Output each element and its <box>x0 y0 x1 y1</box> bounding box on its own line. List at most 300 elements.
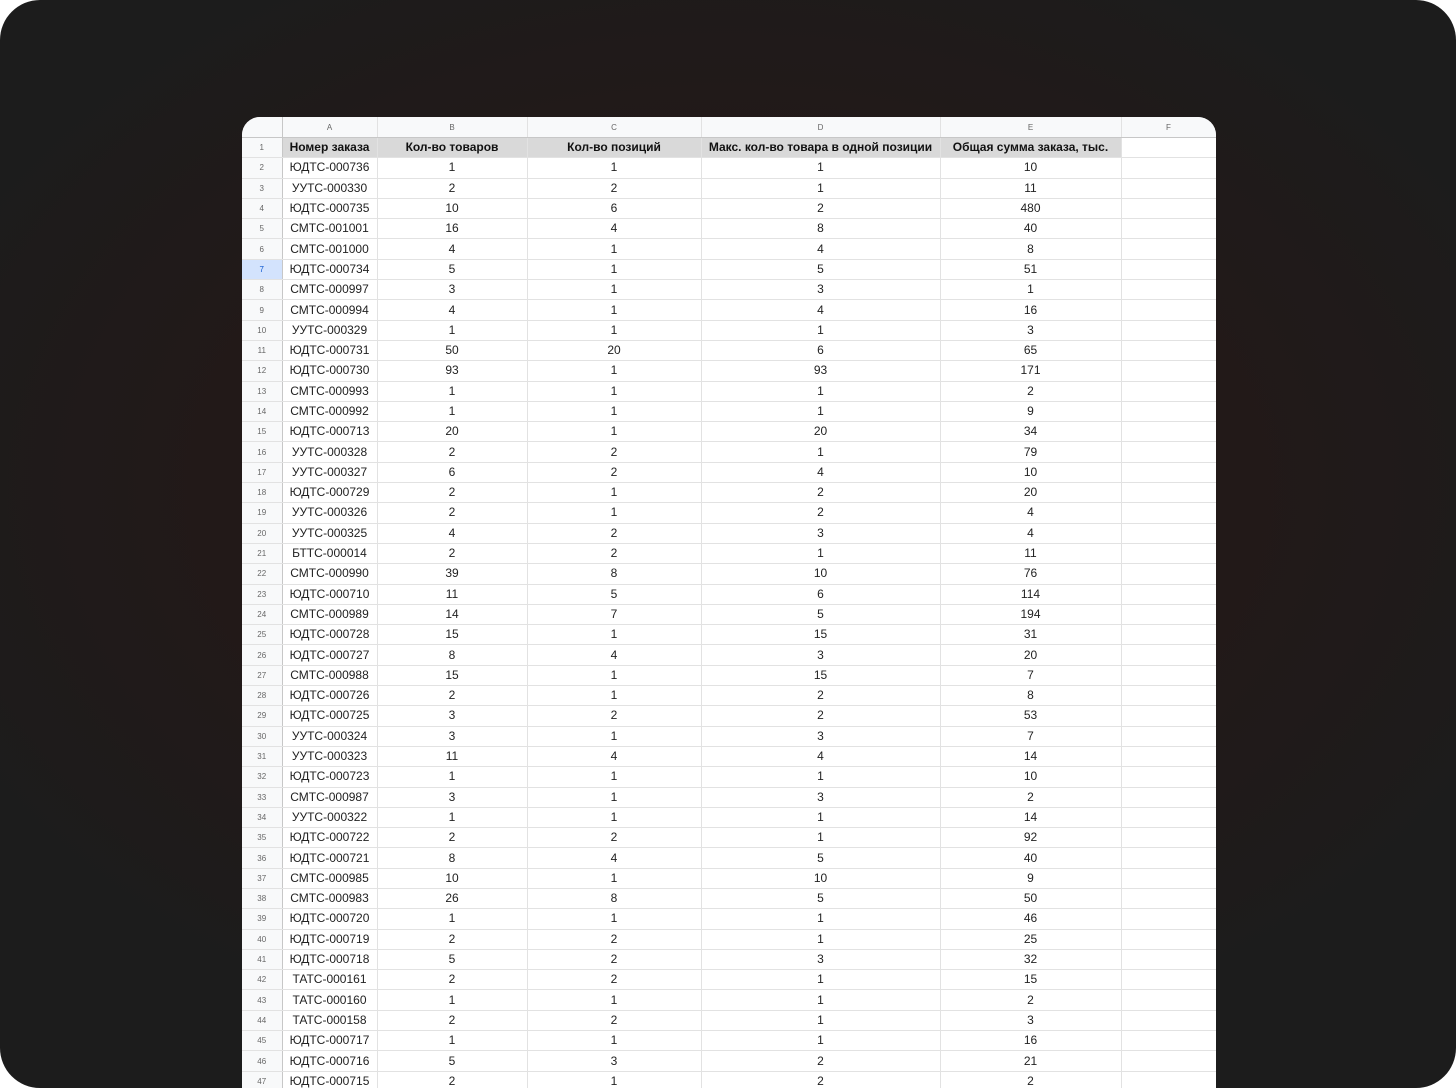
cell-item-count[interactable]: 2 <box>377 970 527 990</box>
cell-order-number[interactable]: ТАТС-000160 <box>282 990 377 1010</box>
row-number[interactable]: 34 <box>242 807 282 827</box>
cell-order-total[interactable]: 2 <box>940 990 1121 1010</box>
cell-order-total[interactable]: 16 <box>940 300 1121 320</box>
cell-empty[interactable] <box>1121 604 1216 624</box>
cell-order-total[interactable]: 3 <box>940 1010 1121 1030</box>
cell-order-number[interactable]: СМТС-000985 <box>282 868 377 888</box>
cell-item-count[interactable]: 50 <box>377 340 527 360</box>
cell-max-per-position[interactable]: 1 <box>701 1010 940 1030</box>
cell-order-total[interactable]: 16 <box>940 1031 1121 1051</box>
cell-order-number[interactable]: СМТС-000988 <box>282 665 377 685</box>
row-number[interactable]: 18 <box>242 483 282 503</box>
cell-position-count[interactable]: 1 <box>527 259 701 279</box>
cell-max-per-position[interactable]: 10 <box>701 564 940 584</box>
cell-empty[interactable] <box>1121 767 1216 787</box>
cell-max-per-position[interactable]: 15 <box>701 625 940 645</box>
cell-order-number[interactable]: ЮДТС-000728 <box>282 625 377 645</box>
cell-item-count[interactable]: 6 <box>377 462 527 482</box>
cell-max-per-position[interactable]: 6 <box>701 584 940 604</box>
cell-position-count[interactable]: 1 <box>527 320 701 340</box>
header-max-per-position[interactable]: Макс. кол-во товара в одной позиции <box>701 138 940 158</box>
cell-position-count[interactable]: 3 <box>527 1051 701 1071</box>
cell-item-count[interactable]: 15 <box>377 665 527 685</box>
cell-order-total[interactable]: 65 <box>940 340 1121 360</box>
row-number[interactable]: 45 <box>242 1031 282 1051</box>
cell-order-total[interactable]: 2 <box>940 1071 1121 1088</box>
cell-max-per-position[interactable]: 1 <box>701 442 940 462</box>
cell-order-total[interactable]: 11 <box>940 543 1121 563</box>
cell-order-total[interactable]: 4 <box>940 523 1121 543</box>
cell-item-count[interactable]: 1 <box>377 401 527 421</box>
row-number[interactable]: 17 <box>242 462 282 482</box>
cell-empty[interactable] <box>1121 1051 1216 1071</box>
cell-empty[interactable] <box>1121 422 1216 442</box>
cell-order-number[interactable]: ЮДТС-000736 <box>282 158 377 178</box>
row-number[interactable]: 27 <box>242 665 282 685</box>
cell-order-total[interactable]: 114 <box>940 584 1121 604</box>
cell-max-per-position[interactable]: 10 <box>701 868 940 888</box>
cell-empty[interactable] <box>1121 483 1216 503</box>
cell-item-count[interactable]: 11 <box>377 746 527 766</box>
cell-order-total[interactable]: 11 <box>940 178 1121 198</box>
cell-order-number[interactable]: УУТС-000330 <box>282 178 377 198</box>
row-number[interactable]: 13 <box>242 381 282 401</box>
cell-item-count[interactable]: 2 <box>377 1071 527 1088</box>
cell-empty[interactable] <box>1121 746 1216 766</box>
row-number[interactable]: 1 <box>242 138 282 158</box>
cell-empty[interactable] <box>1121 929 1216 949</box>
cell-max-per-position[interactable]: 1 <box>701 767 940 787</box>
cell-item-count[interactable]: 2 <box>377 503 527 523</box>
cell-order-number[interactable]: ЮДТС-000730 <box>282 361 377 381</box>
cell-order-number[interactable]: СМТС-000987 <box>282 787 377 807</box>
cell-item-count[interactable]: 2 <box>377 828 527 848</box>
cell-order-total[interactable]: 21 <box>940 1051 1121 1071</box>
row-number[interactable]: 3 <box>242 178 282 198</box>
cell-position-count[interactable]: 2 <box>527 442 701 462</box>
row-number[interactable]: 31 <box>242 746 282 766</box>
cell-item-count[interactable]: 14 <box>377 604 527 624</box>
column-header-c[interactable]: C <box>527 117 701 138</box>
cell-max-per-position[interactable]: 1 <box>701 929 940 949</box>
row-number[interactable]: 10 <box>242 320 282 340</box>
cell-max-per-position[interactable]: 1 <box>701 381 940 401</box>
row-number[interactable]: 4 <box>242 198 282 218</box>
cell-item-count[interactable]: 2 <box>377 1010 527 1030</box>
cell-order-number[interactable]: СМТС-000983 <box>282 888 377 908</box>
cell-position-count[interactable]: 1 <box>527 422 701 442</box>
row-number[interactable]: 42 <box>242 970 282 990</box>
row-number[interactable]: 43 <box>242 990 282 1010</box>
cell-item-count[interactable]: 1 <box>377 767 527 787</box>
cell-position-count[interactable]: 1 <box>527 361 701 381</box>
cell-max-per-position[interactable]: 3 <box>701 726 940 746</box>
cell-max-per-position[interactable]: 20 <box>701 422 940 442</box>
cell-empty[interactable] <box>1121 1031 1216 1051</box>
cell-order-total[interactable]: 10 <box>940 158 1121 178</box>
cell-order-total[interactable]: 2 <box>940 381 1121 401</box>
cell-empty[interactable] <box>1121 949 1216 969</box>
row-number[interactable]: 24 <box>242 604 282 624</box>
cell-item-count[interactable]: 15 <box>377 625 527 645</box>
cell-order-number[interactable]: ЮДТС-000715 <box>282 1071 377 1088</box>
cell-order-number[interactable]: ЮДТС-000718 <box>282 949 377 969</box>
row-number[interactable]: 38 <box>242 888 282 908</box>
header-order-total[interactable]: Общая сумма заказа, тыс. <box>940 138 1121 158</box>
cell-position-count[interactable]: 1 <box>527 381 701 401</box>
cell-item-count[interactable]: 3 <box>377 787 527 807</box>
cell-item-count[interactable]: 3 <box>377 280 527 300</box>
cell-order-number[interactable]: СМТС-000989 <box>282 604 377 624</box>
row-number[interactable]: 33 <box>242 787 282 807</box>
cell-order-number[interactable]: УУТС-000326 <box>282 503 377 523</box>
cell-position-count[interactable]: 1 <box>527 726 701 746</box>
cell-position-count[interactable]: 2 <box>527 828 701 848</box>
row-number[interactable]: 21 <box>242 543 282 563</box>
cell-max-per-position[interactable]: 8 <box>701 219 940 239</box>
header-empty-cell[interactable] <box>1121 138 1216 158</box>
cell-order-total[interactable]: 76 <box>940 564 1121 584</box>
cell-order-number[interactable]: БТТС-000014 <box>282 543 377 563</box>
column-header-d[interactable]: D <box>701 117 940 138</box>
cell-order-total[interactable]: 14 <box>940 746 1121 766</box>
cell-order-total[interactable]: 32 <box>940 949 1121 969</box>
cell-order-total[interactable]: 9 <box>940 401 1121 421</box>
row-number[interactable]: 16 <box>242 442 282 462</box>
row-number[interactable]: 40 <box>242 929 282 949</box>
cell-empty[interactable] <box>1121 584 1216 604</box>
cell-empty[interactable] <box>1121 442 1216 462</box>
header-order-number[interactable]: Номер заказа <box>282 138 377 158</box>
cell-position-count[interactable]: 4 <box>527 746 701 766</box>
cell-order-total[interactable]: 194 <box>940 604 1121 624</box>
column-header-b[interactable]: B <box>377 117 527 138</box>
row-number[interactable]: 47 <box>242 1071 282 1088</box>
cell-max-per-position[interactable]: 3 <box>701 787 940 807</box>
cell-position-count[interactable]: 20 <box>527 340 701 360</box>
cell-position-count[interactable]: 1 <box>527 686 701 706</box>
cell-item-count[interactable]: 1 <box>377 807 527 827</box>
cell-empty[interactable] <box>1121 848 1216 868</box>
cell-order-total[interactable]: 480 <box>940 198 1121 218</box>
cell-item-count[interactable]: 2 <box>377 929 527 949</box>
cell-order-number[interactable]: ЮДТС-000713 <box>282 422 377 442</box>
cell-item-count[interactable]: 1 <box>377 1031 527 1051</box>
cell-max-per-position[interactable]: 5 <box>701 259 940 279</box>
cell-order-number[interactable]: СМТС-001000 <box>282 239 377 259</box>
cell-order-total[interactable]: 40 <box>940 219 1121 239</box>
row-number[interactable]: 29 <box>242 706 282 726</box>
cell-empty[interactable] <box>1121 868 1216 888</box>
cell-item-count[interactable]: 2 <box>377 686 527 706</box>
cell-order-number[interactable]: ЮДТС-000720 <box>282 909 377 929</box>
cell-order-total[interactable]: 4 <box>940 503 1121 523</box>
cell-max-per-position[interactable]: 1 <box>701 828 940 848</box>
cell-position-count[interactable]: 1 <box>527 1071 701 1088</box>
cell-position-count[interactable]: 4 <box>527 645 701 665</box>
cell-empty[interactable] <box>1121 686 1216 706</box>
cell-order-total[interactable]: 10 <box>940 462 1121 482</box>
cell-order-number[interactable]: ЮДТС-000725 <box>282 706 377 726</box>
cell-item-count[interactable]: 39 <box>377 564 527 584</box>
cell-order-total[interactable]: 8 <box>940 239 1121 259</box>
cell-order-number[interactable]: СМТС-000992 <box>282 401 377 421</box>
cell-empty[interactable] <box>1121 543 1216 563</box>
cell-max-per-position[interactable]: 1 <box>701 178 940 198</box>
cell-order-total[interactable]: 9 <box>940 868 1121 888</box>
column-header-a[interactable]: A <box>282 117 377 138</box>
cell-order-number[interactable]: ЮДТС-000731 <box>282 340 377 360</box>
cell-order-total[interactable]: 20 <box>940 483 1121 503</box>
cell-max-per-position[interactable]: 93 <box>701 361 940 381</box>
cell-order-total[interactable]: 25 <box>940 929 1121 949</box>
cell-position-count[interactable]: 4 <box>527 219 701 239</box>
cell-order-total[interactable]: 2 <box>940 787 1121 807</box>
cell-item-count[interactable]: 2 <box>377 543 527 563</box>
row-number[interactable]: 37 <box>242 868 282 888</box>
cell-position-count[interactable]: 1 <box>527 625 701 645</box>
cell-order-number[interactable]: ЮДТС-000726 <box>282 686 377 706</box>
row-number[interactable]: 36 <box>242 848 282 868</box>
cell-order-number[interactable]: УУТС-000327 <box>282 462 377 482</box>
cell-item-count[interactable]: 20 <box>377 422 527 442</box>
cell-empty[interactable] <box>1121 340 1216 360</box>
cell-position-count[interactable]: 1 <box>527 1031 701 1051</box>
cell-order-number[interactable]: ЮДТС-000729 <box>282 483 377 503</box>
cell-position-count[interactable]: 1 <box>527 665 701 685</box>
row-number[interactable]: 30 <box>242 726 282 746</box>
cell-position-count[interactable]: 1 <box>527 158 701 178</box>
cell-order-total[interactable]: 46 <box>940 909 1121 929</box>
cell-empty[interactable] <box>1121 990 1216 1010</box>
cell-empty[interactable] <box>1121 280 1216 300</box>
cell-empty[interactable] <box>1121 523 1216 543</box>
cell-order-number[interactable]: ЮДТС-000723 <box>282 767 377 787</box>
cell-order-total[interactable]: 7 <box>940 726 1121 746</box>
cell-item-count[interactable]: 2 <box>377 483 527 503</box>
cell-position-count[interactable]: 2 <box>527 949 701 969</box>
cell-order-number[interactable]: УУТС-000324 <box>282 726 377 746</box>
cell-position-count[interactable]: 1 <box>527 909 701 929</box>
cell-order-number[interactable]: УУТС-000328 <box>282 442 377 462</box>
cell-position-count[interactable]: 2 <box>527 178 701 198</box>
cell-item-count[interactable]: 4 <box>377 239 527 259</box>
cell-position-count[interactable]: 2 <box>527 523 701 543</box>
row-number[interactable]: 22 <box>242 564 282 584</box>
cell-item-count[interactable]: 16 <box>377 219 527 239</box>
cell-max-per-position[interactable]: 3 <box>701 280 940 300</box>
cell-max-per-position[interactable]: 4 <box>701 462 940 482</box>
cell-position-count[interactable]: 6 <box>527 198 701 218</box>
cell-item-count[interactable]: 3 <box>377 706 527 726</box>
cell-item-count[interactable]: 10 <box>377 198 527 218</box>
cell-item-count[interactable]: 2 <box>377 178 527 198</box>
row-number[interactable]: 44 <box>242 1010 282 1030</box>
cell-position-count[interactable]: 1 <box>527 868 701 888</box>
cell-position-count[interactable]: 8 <box>527 564 701 584</box>
cell-max-per-position[interactable]: 1 <box>701 990 940 1010</box>
row-number[interactable]: 32 <box>242 767 282 787</box>
cell-order-total[interactable]: 53 <box>940 706 1121 726</box>
cell-position-count[interactable]: 1 <box>527 807 701 827</box>
cell-item-count[interactable]: 8 <box>377 645 527 665</box>
cell-empty[interactable] <box>1121 564 1216 584</box>
cell-position-count[interactable]: 7 <box>527 604 701 624</box>
column-header-f[interactable]: F <box>1121 117 1216 138</box>
cell-item-count[interactable]: 5 <box>377 1051 527 1071</box>
cell-max-per-position[interactable]: 1 <box>701 543 940 563</box>
cell-max-per-position[interactable]: 6 <box>701 340 940 360</box>
cell-order-total[interactable]: 10 <box>940 767 1121 787</box>
select-all-corner[interactable] <box>242 117 282 138</box>
row-number[interactable]: 8 <box>242 280 282 300</box>
cell-item-count[interactable]: 4 <box>377 523 527 543</box>
cell-position-count[interactable]: 2 <box>527 543 701 563</box>
cell-item-count[interactable]: 5 <box>377 949 527 969</box>
cell-empty[interactable] <box>1121 158 1216 178</box>
cell-order-number[interactable]: СМТС-000997 <box>282 280 377 300</box>
cell-order-number[interactable]: ЮДТС-000734 <box>282 259 377 279</box>
cell-max-per-position[interactable]: 2 <box>701 706 940 726</box>
cell-empty[interactable] <box>1121 706 1216 726</box>
cell-order-total[interactable]: 50 <box>940 888 1121 908</box>
row-number[interactable]: 19 <box>242 503 282 523</box>
cell-empty[interactable] <box>1121 665 1216 685</box>
row-number[interactable]: 23 <box>242 584 282 604</box>
row-number[interactable]: 2 <box>242 158 282 178</box>
cell-empty[interactable] <box>1121 381 1216 401</box>
row-number[interactable]: 11 <box>242 340 282 360</box>
cell-max-per-position[interactable]: 1 <box>701 807 940 827</box>
cell-max-per-position[interactable]: 1 <box>701 158 940 178</box>
cell-order-number[interactable]: СМТС-000994 <box>282 300 377 320</box>
row-number[interactable]: 6 <box>242 239 282 259</box>
row-number[interactable]: 41 <box>242 949 282 969</box>
cell-empty[interactable] <box>1121 239 1216 259</box>
cell-order-total[interactable]: 1 <box>940 280 1121 300</box>
cell-order-number[interactable]: ТАТС-000158 <box>282 1010 377 1030</box>
row-number[interactable]: 12 <box>242 361 282 381</box>
row-number[interactable]: 46 <box>242 1051 282 1071</box>
cell-max-per-position[interactable]: 1 <box>701 320 940 340</box>
row-number[interactable]: 20 <box>242 523 282 543</box>
cell-max-per-position[interactable]: 4 <box>701 239 940 259</box>
cell-order-total[interactable]: 3 <box>940 320 1121 340</box>
cell-max-per-position[interactable]: 2 <box>701 1051 940 1071</box>
cell-order-number[interactable]: ЮДТС-000719 <box>282 929 377 949</box>
cell-order-total[interactable]: 171 <box>940 361 1121 381</box>
cell-item-count[interactable]: 4 <box>377 300 527 320</box>
cell-position-count[interactable]: 1 <box>527 990 701 1010</box>
cell-item-count[interactable]: 1 <box>377 320 527 340</box>
cell-max-per-position[interactable]: 1 <box>701 401 940 421</box>
cell-order-number[interactable]: ЮДТС-000710 <box>282 584 377 604</box>
cell-item-count[interactable]: 1 <box>377 909 527 929</box>
header-item-count[interactable]: Кол-во товаров <box>377 138 527 158</box>
cell-order-number[interactable]: ЮДТС-000727 <box>282 645 377 665</box>
cell-position-count[interactable]: 4 <box>527 848 701 868</box>
cell-order-number[interactable]: ЮДТС-000735 <box>282 198 377 218</box>
cell-position-count[interactable]: 2 <box>527 706 701 726</box>
cell-empty[interactable] <box>1121 198 1216 218</box>
cell-order-number[interactable]: ЮДТС-000722 <box>282 828 377 848</box>
cell-position-count[interactable]: 1 <box>527 503 701 523</box>
cell-order-number[interactable]: СМТС-000990 <box>282 564 377 584</box>
cell-max-per-position[interactable]: 3 <box>701 645 940 665</box>
cell-item-count[interactable]: 26 <box>377 888 527 908</box>
cell-order-total[interactable]: 15 <box>940 970 1121 990</box>
row-number[interactable]: 7 <box>242 259 282 279</box>
cell-empty[interactable] <box>1121 401 1216 421</box>
cell-order-number[interactable]: УУТС-000322 <box>282 807 377 827</box>
cell-order-total[interactable]: 92 <box>940 828 1121 848</box>
row-number[interactable]: 15 <box>242 422 282 442</box>
cell-max-per-position[interactable]: 5 <box>701 888 940 908</box>
cell-position-count[interactable]: 1 <box>527 483 701 503</box>
cell-item-count[interactable]: 5 <box>377 259 527 279</box>
cell-order-number[interactable]: ЮДТС-000716 <box>282 1051 377 1071</box>
cell-max-per-position[interactable]: 1 <box>701 909 940 929</box>
header-position-count[interactable]: Кол-во позиций <box>527 138 701 158</box>
cell-empty[interactable] <box>1121 828 1216 848</box>
cell-empty[interactable] <box>1121 178 1216 198</box>
cell-max-per-position[interactable]: 2 <box>701 686 940 706</box>
cell-position-count[interactable]: 1 <box>527 239 701 259</box>
cell-max-per-position[interactable]: 3 <box>701 523 940 543</box>
cell-position-count[interactable]: 1 <box>527 280 701 300</box>
cell-empty[interactable] <box>1121 462 1216 482</box>
cell-position-count[interactable]: 2 <box>527 970 701 990</box>
row-number[interactable]: 25 <box>242 625 282 645</box>
cell-max-per-position[interactable]: 2 <box>701 503 940 523</box>
cell-empty[interactable] <box>1121 219 1216 239</box>
cell-empty[interactable] <box>1121 625 1216 645</box>
cell-empty[interactable] <box>1121 726 1216 746</box>
row-number[interactable]: 28 <box>242 686 282 706</box>
row-number[interactable]: 9 <box>242 300 282 320</box>
cell-empty[interactable] <box>1121 909 1216 929</box>
cell-order-number[interactable]: ЮДТС-000717 <box>282 1031 377 1051</box>
cell-max-per-position[interactable]: 2 <box>701 483 940 503</box>
cell-position-count[interactable]: 2 <box>527 1010 701 1030</box>
row-number[interactable]: 39 <box>242 909 282 929</box>
cell-order-number[interactable]: ТАТС-000161 <box>282 970 377 990</box>
cell-max-per-position[interactable]: 1 <box>701 1031 940 1051</box>
cell-order-total[interactable]: 20 <box>940 645 1121 665</box>
column-header-e[interactable]: E <box>940 117 1121 138</box>
cell-order-total[interactable]: 51 <box>940 259 1121 279</box>
row-number[interactable]: 35 <box>242 828 282 848</box>
cell-empty[interactable] <box>1121 361 1216 381</box>
cell-empty[interactable] <box>1121 259 1216 279</box>
cell-position-count[interactable]: 1 <box>527 401 701 421</box>
cell-position-count[interactable]: 1 <box>527 767 701 787</box>
cell-order-total[interactable]: 79 <box>940 442 1121 462</box>
cell-item-count[interactable]: 93 <box>377 361 527 381</box>
cell-item-count[interactable]: 1 <box>377 158 527 178</box>
cell-position-count[interactable]: 5 <box>527 584 701 604</box>
cell-order-total[interactable]: 34 <box>940 422 1121 442</box>
row-number[interactable]: 26 <box>242 645 282 665</box>
cell-order-number[interactable]: УУТС-000325 <box>282 523 377 543</box>
cell-empty[interactable] <box>1121 787 1216 807</box>
cell-position-count[interactable]: 2 <box>527 929 701 949</box>
cell-max-per-position[interactable]: 2 <box>701 198 940 218</box>
cell-empty[interactable] <box>1121 807 1216 827</box>
cell-empty[interactable] <box>1121 645 1216 665</box>
cell-empty[interactable] <box>1121 320 1216 340</box>
cell-item-count[interactable]: 1 <box>377 381 527 401</box>
